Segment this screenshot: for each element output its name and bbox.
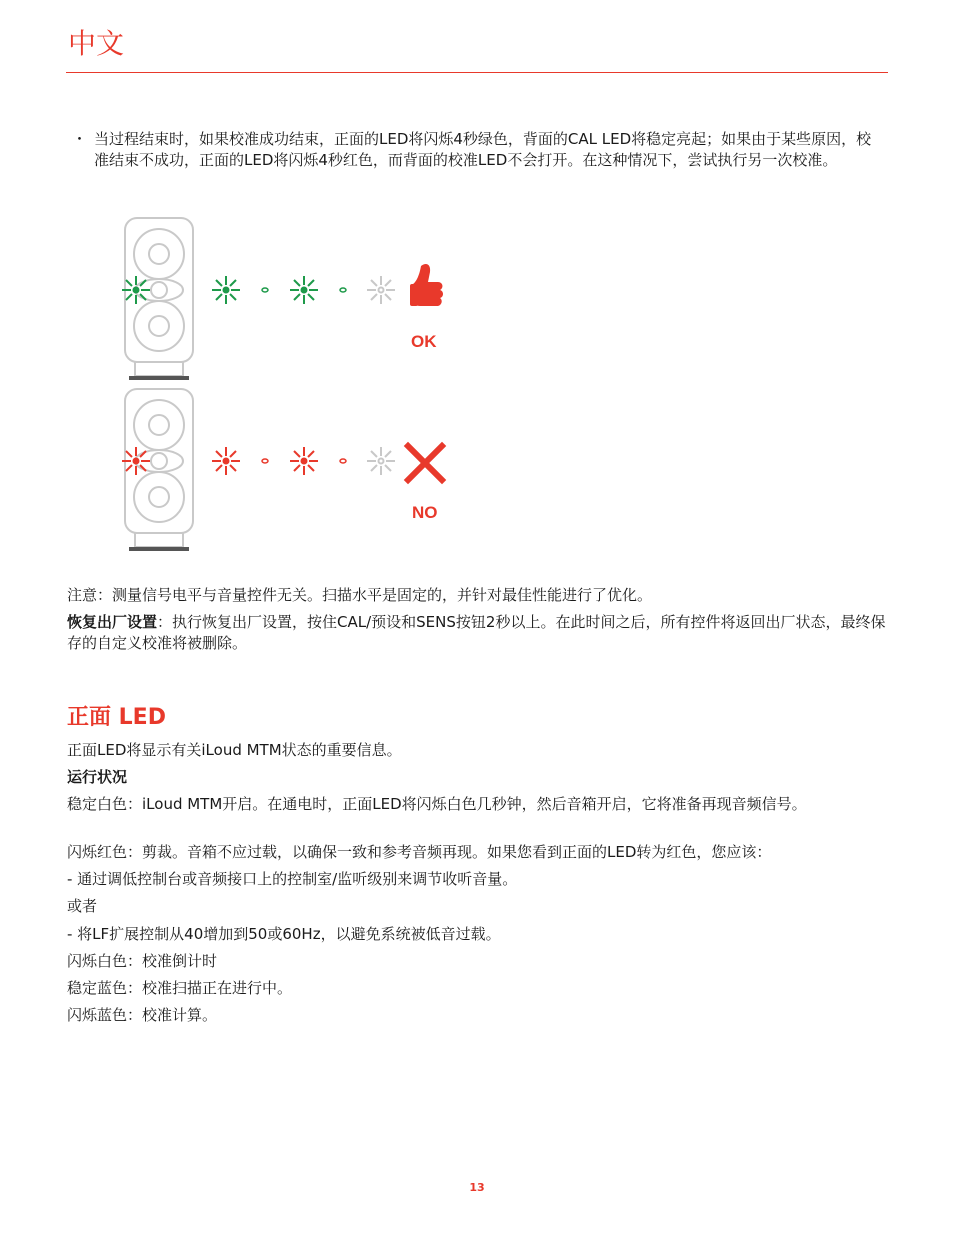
bullet-marker: ・ [72, 130, 88, 148]
led-off-icon [340, 459, 346, 463]
ok-label: OK [411, 332, 437, 351]
led-status-line: - 通过调低控制台或音频接口上的控制室/监听级别来调节收听音量。 [67, 870, 518, 888]
led-status-line: 闪烁白色：校准倒计时 [67, 952, 218, 970]
led-blink-icon [122, 447, 150, 475]
page-number: 13 [469, 1181, 485, 1194]
led-off-icon [262, 288, 268, 292]
led-status-line: 闪烁蓝色：校准计算。 [67, 1006, 218, 1024]
note-paragraph: 注意：测量信号电平与音量控件无关。扫描水平是固定的，并针对最佳性能进行了优化。 [67, 586, 653, 604]
led-status-line: 稳定蓝色：校准扫描正在进行中。 [67, 979, 293, 997]
front-led-intro: 正面LED将显示有关iLoud MTM状态的重要信息。 [67, 741, 402, 759]
led-blink-icon [212, 276, 240, 304]
led-status-line: 稳定白色：iLoud MTM开启。在通电时，正面LED将闪烁白色几秒钟，然后音箱开启，它将准备再现音频信号。 [67, 795, 807, 813]
led-blink-icon [212, 447, 240, 475]
led-off-icon [262, 459, 268, 463]
led-status-line: 或者 [67, 897, 98, 915]
thumbs-up-icon [410, 264, 443, 306]
factory-reset-label: 恢复出厂设置 [67, 613, 158, 631]
led-off-icon [340, 288, 346, 292]
led-blink-icon [367, 447, 395, 475]
led-blink-icon [290, 276, 318, 304]
led-status-line: - 将LF扩展控制从40增加到50或60Hz，以避免系统被低音过载。 [67, 925, 501, 943]
led-blink-icon [367, 276, 395, 304]
speaker-icon [125, 218, 193, 380]
front-led-subtitle: 运行状况 [67, 768, 128, 786]
header-divider [66, 72, 888, 73]
page-heading: 中文 [68, 27, 125, 60]
front-led-heading: 正面 LED [67, 705, 166, 730]
calibration-result-bullet: 当过程结束时，如果校准成功结束，正面的LED将闪烁4秒绿色，背面的CAL LED将稳定亮起；如果由于某些原因，校准结束不成功，正面的LED将闪烁4秒红色，而背面的校准LED不会打开。在这种情况下，尝试执行另一次校准。 [94, 130, 872, 169]
led-status-line: 闪烁红色：剪裁。音箱不应过载，以确保一致和参考音频再现。如果您看到正面的LED转为红色，您应该： [67, 843, 772, 861]
factory-reset-text: ：执行恢复出厂设置，按住CAL/预设和SENS按钮2秒以上。在此时间之后，所有控件将返回出厂状态，最终保存的自定义校准将被删除。 [67, 613, 886, 652]
x-mark-icon [408, 446, 442, 480]
factory-reset-paragraph [67, 612, 887, 654]
no-label: NO [412, 503, 438, 522]
led-blink-icon [290, 447, 318, 475]
led-blink-icon [122, 276, 150, 304]
speaker-icon [125, 389, 193, 551]
